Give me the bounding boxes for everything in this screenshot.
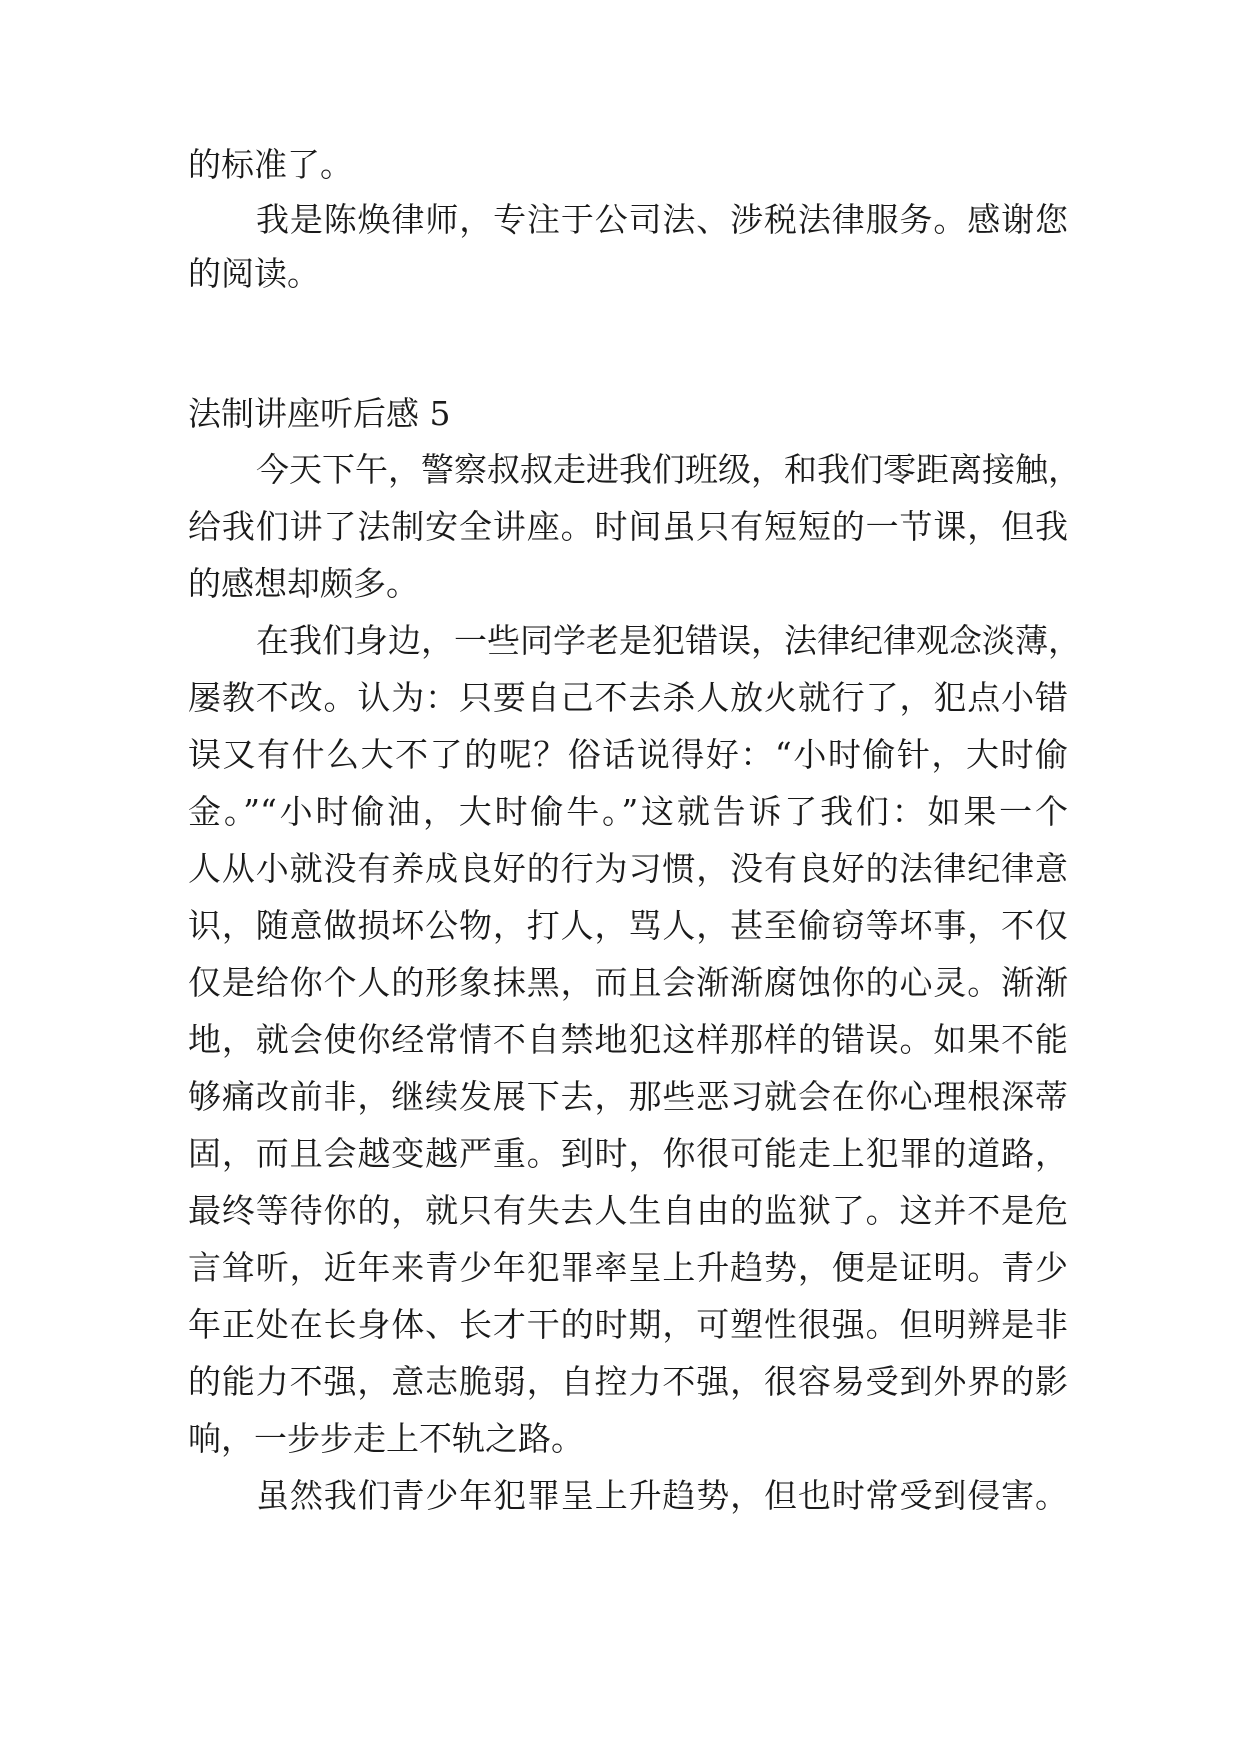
paragraph-line: 我是陈焕律师，专注于公司法、涉税法律服务。感谢您: [256, 200, 1068, 239]
paragraph-line: 在我们身边，一些同学老是犯错误，法律纪律观念淡薄，: [256, 621, 1081, 660]
paragraph-line: 响，一步步走上不轨之路。: [188, 1419, 584, 1458]
paragraph-line: 的感想却颇多。: [188, 564, 419, 603]
paragraph-line: 人从小就没有养成良好的行为习惯，没有良好的法律纪律意: [188, 849, 1068, 888]
paragraph-line: 年正处在长身体、长才干的时期，可塑性很强。但明辨是非: [188, 1305, 1068, 1344]
section-heading: 法制讲座听后感 5: [188, 394, 451, 433]
paragraph-line: 的阅读。: [188, 254, 320, 293]
paragraph-line: 最终等待你的，就只有失去人生自由的监狱了。这并不是危: [188, 1191, 1068, 1230]
paragraph-line: 固，而且会越变越严重。到时，你很可能走上犯罪的道路，: [188, 1134, 1068, 1173]
paragraph-line: 够痛改前非，继续发展下去，那些恶习就会在你心理根深蒂: [188, 1077, 1068, 1116]
paragraph-line: 屡教不改。认为：只要自己不去杀人放火就行了，犯点小错: [188, 678, 1068, 717]
paragraph-line: 今天下午，警察叔叔走进我们班级，和我们零距离接触，: [256, 450, 1081, 489]
paragraph-line: 识，随意做损坏公物，打人，骂人，甚至偷窃等坏事，不仅: [188, 906, 1068, 945]
paragraph-line: 仅是给你个人的形象抹黑，而且会渐渐腐蚀你的心灵。渐渐: [188, 963, 1068, 1002]
paragraph-line: 虽然我们青少年犯罪呈上升趋势，但也时常受到侵害。: [256, 1476, 1068, 1515]
paragraph-line: 的能力不强，意志脆弱，自控力不强，很容易受到外界的影: [188, 1362, 1068, 1401]
paragraph-line: 金。”“小时偷油，大时偷牛。”这就告诉了我们：如果一个: [188, 792, 1068, 831]
paragraph-line: 的标准了。: [188, 145, 353, 184]
paragraph-line: 给我们讲了法制安全讲座。时间虽只有短短的一节课，但我: [188, 507, 1068, 546]
paragraph-line: 地，就会使你经常情不自禁地犯这样那样的错误。如果不能: [188, 1020, 1068, 1059]
paragraph-line: 言耸听，近年来青少年犯罪率呈上升趋势，便是证明。青少: [188, 1248, 1068, 1287]
paragraph-line: 误又有什么大不了的呢？俗话说得好：“小时偷针，大时偷: [188, 735, 1068, 774]
